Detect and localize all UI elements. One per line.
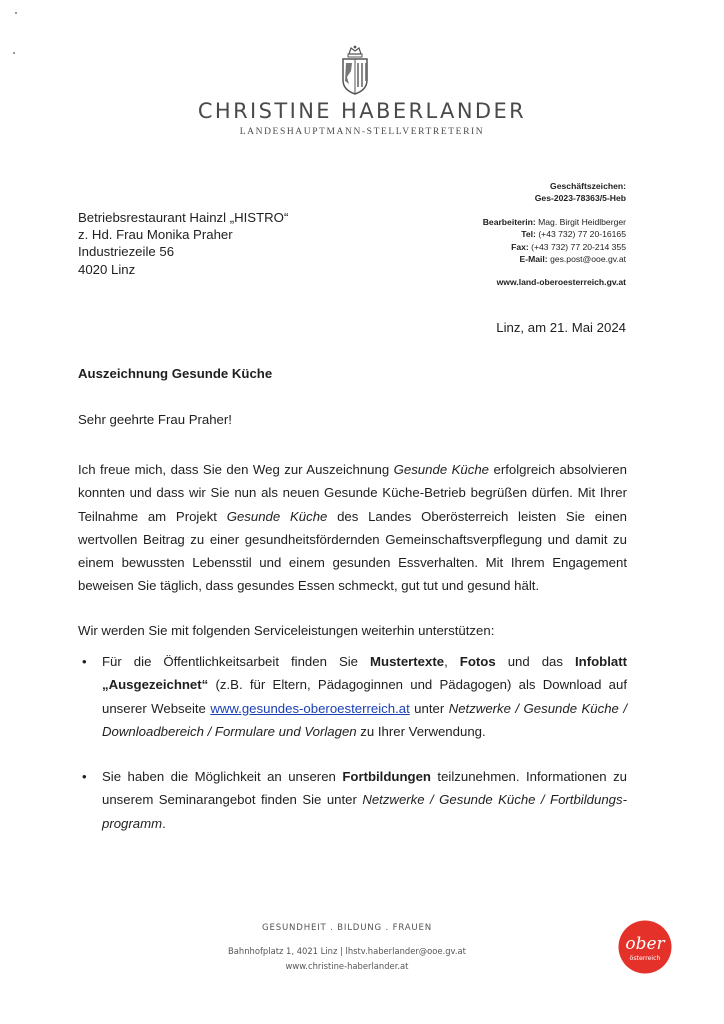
coat-of-arms-icon — [340, 44, 370, 96]
reference-label: Geschäftszeichen: — [550, 181, 626, 191]
text-run: Für die Öffentlichkeitsarbeit finden Sie — [102, 654, 371, 669]
text-run-bold: Fortbildungen — [342, 769, 431, 784]
text-run: (z.B. für Eltern, Pädagoginnen und Pädagogen) als Download auf unserer Webseite — [102, 677, 627, 716]
letter-date: Linz, am 21. Mai 2024 — [496, 320, 626, 335]
bullet-icon: • — [82, 654, 87, 669]
body-paragraph — [78, 458, 627, 598]
text-run: erfolgreich absolvieren konnten und dass wir Sie nun als neuen Gesunde Küche-Betrieb begrüßen dürfen. Mit Ihrer Teilnahme am Projekt — [78, 462, 627, 524]
text-run-bold: Fotos — [459, 654, 496, 669]
recipient-line: z. Hd. Frau Monika Praher — [78, 227, 233, 243]
logo-text-bottom: österreich — [629, 955, 661, 962]
scan-speck — [15, 12, 17, 14]
fax-label: Fax: — [511, 241, 529, 252]
recipient-line: Betriebsrestaurant Hainzl „HISTRO“ — [78, 210, 289, 225]
letter-subject: Auszeichnung Gesunde Küche — [78, 366, 273, 381]
tel-label: Tel: — [521, 229, 536, 240]
services-intro: Wir werden Sie mit folgenden Serviceleistungen weiterhin unterstützen: — [78, 623, 495, 638]
salutation: Sehr geehrte Frau Praher! — [78, 412, 232, 427]
text-run: des Landes Oberösterreich leisten Sie einen wertvollen Beitrag zu einer gesundheitsfördernden Gemeinschaftsverpflegung und damit zu einem bewussten Lebensstil und einem gesunden Essverhalten. Mit Ihrem Engagement beweisen Sie täglich, dass gesundes Essen schmeckt, gut tut und gesund hält. — [78, 508, 627, 594]
text-run: teilzunehmen. Informationen zu unserem Seminarangebot finden Sie unter — [102, 769, 627, 808]
ober-oesterreich-logo — [618, 920, 672, 974]
contact-block — [483, 216, 626, 265]
editor-value: Mag. Birgit Heidlberger — [538, 217, 626, 227]
editor-label: Bearbeiterin: — [482, 217, 536, 227]
list-item — [82, 650, 627, 743]
text-run: , — [444, 654, 460, 669]
office-website: www.land-oberoesterreich.gv.at — [496, 277, 626, 287]
text-run: Ich freue mich, dass Sie den Weg zur Auszeichnung — [78, 462, 394, 477]
text-run-bold: Mustertexte — [370, 654, 445, 669]
text-run-italic: Netzwerke / Gesunde Küche / Downloadbereich / Formulare und Vorlagen — [102, 700, 627, 739]
text-run: Sie haben die Möglichkeit an unseren — [102, 769, 343, 784]
text-run-italic: Gesunde Küche — [226, 508, 328, 524]
text-run: . — [162, 815, 166, 831]
email-value: ges.post@ooe.gv.at — [550, 253, 626, 264]
list-item — [82, 765, 627, 835]
text-run-italic: Netzwerke / Gesunde Küche / Fortbildungs-programm — [102, 792, 627, 831]
email-label: E-Mail: — [519, 253, 548, 264]
politician-role: LANDESHAUPTMANN-STELLVERTRETERIN — [239, 127, 485, 137]
logo-text-top: ober — [625, 934, 665, 954]
website-link[interactable]: www.gesundes-oberoesterreich.at — [210, 700, 410, 716]
recipient-line: Industriezeile 56 — [78, 244, 175, 260]
politician-name: CHRISTINE HABERLANDER — [197, 99, 527, 123]
recipient-line: 4020 Linz — [78, 261, 136, 277]
footer-address: Bahnhofplatz 1, 4021 Linz | lhstv.haberlander@ooe.gv.at — [228, 946, 466, 956]
tel-value: (+43 732) 77 20-16165 — [538, 229, 626, 240]
footer-website: www.christine-haberlander.at — [285, 961, 409, 971]
bullet-icon: • — [82, 769, 87, 784]
text-run-bold: Infoblatt „Ausgezeichnet“ — [102, 654, 628, 693]
reference-block — [535, 180, 626, 204]
footer-portfolio: GESUNDHEIT . BILDUNG . FRAUEN — [262, 923, 432, 933]
reference-value: Ges-2023-78363/5-Heb — [534, 193, 626, 203]
text-run: zu Ihrer Verwendung. — [356, 723, 486, 739]
recipient-address — [78, 209, 288, 278]
text-run-italic: Gesunde Küche — [393, 462, 490, 477]
text-run: und das — [495, 654, 575, 669]
text-run: unter — [409, 700, 449, 716]
scan-speck — [13, 52, 15, 54]
fax-value: (+43 732) 77 20-214 355 — [531, 241, 626, 252]
